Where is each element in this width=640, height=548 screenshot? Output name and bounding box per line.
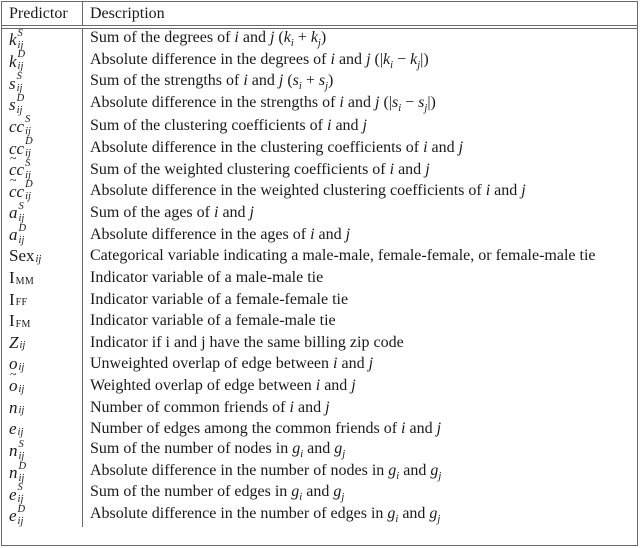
- predictor-symbol: [2, 419, 83, 441]
- table-row: [2, 505, 637, 527]
- predictor-description: Absolute difference in the number of edges in $g_i$ and $g_j$: [90, 505, 441, 526]
- table-row: [2, 397, 637, 419]
- symbol-base: cc: [9, 138, 25, 158]
- symbol-base: n: [9, 463, 18, 483]
- symbol: [9, 291, 27, 308]
- symbol-subscript: ij: [16, 83, 23, 95]
- symbol-subscript: ij: [35, 253, 42, 265]
- header-predictor: Predictor: [2, 2, 83, 27]
- predictor-description: Indicator variable of a male-male tie: [90, 268, 324, 286]
- symbol-subscript: FF: [15, 297, 28, 309]
- table-row: [2, 332, 637, 354]
- table-row: [2, 462, 637, 484]
- symbol-superscript: D: [25, 179, 33, 191]
- symbol-subscript: ij: [18, 472, 25, 484]
- predictor-description: Sum of the strengths of i and j $(s_i + s_j)$: [90, 72, 334, 93]
- symbol-superscript: D: [25, 136, 33, 148]
- table-row: [2, 440, 637, 462]
- symbol: [9, 222, 27, 246]
- symbol-subscript: ij: [25, 169, 31, 181]
- symbol-base: a: [9, 225, 18, 245]
- predictor-description: Absolute difference in the ages of i and j: [90, 225, 351, 243]
- predictor-table: [2, 2, 637, 527]
- table-row: [2, 137, 637, 159]
- predictor-symbol: [2, 440, 83, 462]
- predictor-description: Sum of the number of nodes in $g_i$ and $g_j$: [90, 440, 346, 461]
- symbol: [9, 247, 41, 264]
- symbol: [9, 27, 24, 51]
- symbol: [9, 377, 24, 394]
- predictor-symbol: [2, 375, 83, 397]
- symbol-base: n: [9, 441, 18, 461]
- predictor-description: Sum of the number of edges in $g_i$ and $g_j$: [90, 483, 345, 504]
- symbol-subscript: ij: [17, 426, 24, 438]
- predictor-description: Unweighted overlap of edge between i and j: [90, 355, 374, 373]
- symbol-base: ~ cc: [9, 183, 24, 200]
- predictor-symbol: [2, 289, 83, 311]
- predictor-description: Sum of the degrees of i and j $(k_i + k_j)$: [90, 28, 327, 50]
- symbol-base: n: [9, 397, 18, 417]
- symbol: [9, 484, 23, 504]
- table-row: [2, 267, 637, 289]
- symbol-subscript: ij: [18, 234, 25, 246]
- symbol-subscript: ij: [16, 104, 23, 116]
- predictor-description: Absolute difference in the strengths of i and j $(|s_i - s_j|)$: [90, 93, 436, 115]
- symbol-superscript: S: [17, 27, 23, 39]
- symbol-superscript: D: [16, 92, 25, 104]
- predictor-description: Sum of the weighted clustering coefficients of i and j: [90, 160, 430, 178]
- predictor-symbol: [2, 202, 83, 224]
- predictor-description: Absolute difference in the clustering coefficients of i and j: [90, 139, 464, 157]
- predictor-description: Categorical variable indicating a male-male, female-female, or female-male tie: [90, 247, 596, 265]
- table-row: [2, 419, 637, 441]
- table-row: [2, 72, 637, 94]
- predictor-description: Indicator variable of a female-female tie: [90, 290, 349, 308]
- predictor-description: Number of common friends of i and j: [90, 398, 330, 416]
- symbol: [9, 73, 22, 93]
- symbol: [9, 200, 25, 224]
- symbol-base: e: [9, 506, 17, 526]
- symbol-subscript: FM: [15, 318, 31, 330]
- predictor-symbol: [2, 116, 83, 138]
- symbol-subscript: MM: [15, 275, 35, 287]
- predictor-symbol: [2, 267, 83, 289]
- symbol-superscript: S: [17, 482, 23, 494]
- symbol-subscript: ij: [18, 212, 25, 224]
- predictor-description: Weighted overlap of edge between i and j: [90, 377, 356, 395]
- symbol: [9, 312, 31, 329]
- table-row: [2, 27, 637, 51]
- symbol-subscript: ij: [17, 494, 24, 506]
- symbol-base: a: [9, 203, 18, 223]
- symbol-base: ~ o: [9, 377, 18, 394]
- symbol: [9, 399, 24, 416]
- table-body: [2, 27, 637, 527]
- symbol-superscript: S: [25, 114, 31, 126]
- symbol-base: I: [9, 311, 15, 331]
- header-description: Description: [90, 4, 165, 22]
- symbol-base: o: [9, 354, 18, 374]
- table-row: [2, 310, 637, 332]
- symbol-base: I: [9, 289, 15, 309]
- symbol-base: e: [9, 419, 17, 439]
- symbol-superscript: D: [17, 503, 26, 515]
- symbol-subscript: ij: [25, 126, 31, 138]
- predictor-description: Indicator if i and j have the same billing zip code: [90, 333, 404, 351]
- predictor-symbol: [2, 224, 83, 246]
- symbol: [9, 420, 23, 437]
- table-row: [2, 202, 637, 224]
- symbol-superscript: S: [18, 200, 24, 212]
- symbol-base: ~ cc: [9, 161, 24, 178]
- predictor-table-frame: [1, 1, 638, 546]
- table-row: [2, 116, 637, 138]
- symbol-subscript: ij: [17, 61, 24, 73]
- symbol-base: k: [9, 30, 17, 50]
- predictor-description: Number of edges among the common friends of i and j: [90, 420, 442, 438]
- symbol: [9, 92, 25, 116]
- predictor-symbol: [2, 180, 83, 202]
- table-row: [2, 51, 637, 73]
- table-row: [2, 354, 637, 376]
- table-row: [2, 483, 637, 505]
- table-row: [2, 94, 637, 116]
- symbol-superscript: D: [18, 460, 27, 472]
- symbol-subscript: ij: [25, 191, 31, 203]
- predictor-symbol: [2, 462, 83, 484]
- symbol: [9, 116, 31, 136]
- predictor-description: Absolute difference in the degrees of i and j $(|k_i - k_j|)$: [90, 50, 429, 71]
- symbol-superscript: S: [16, 71, 22, 83]
- predictor-symbol: [2, 27, 83, 51]
- table-row: [2, 224, 637, 246]
- symbol-subscript: ij: [25, 148, 31, 160]
- symbol-base: e: [9, 484, 17, 504]
- predictor-symbol: [2, 72, 83, 94]
- predictor-symbol: [2, 51, 83, 73]
- predictor-symbol: [2, 310, 83, 332]
- symbol: [9, 334, 25, 351]
- symbol: [9, 181, 33, 201]
- symbol-base: s: [9, 95, 16, 115]
- symbol-base: Z: [9, 332, 19, 352]
- symbol-superscript: S: [18, 439, 24, 451]
- symbol-subscript: ij: [17, 39, 24, 51]
- predictor-description: Sum of the ages of i and j: [90, 203, 254, 221]
- symbol-subscript: ij: [18, 450, 25, 462]
- symbol: [9, 441, 24, 461]
- symbol-base: Sex: [9, 246, 35, 266]
- predictor-symbol: [2, 94, 83, 116]
- symbol: [9, 503, 26, 527]
- predictor-symbol: [2, 245, 83, 267]
- symbol: [9, 51, 25, 71]
- symbol-subscript: ij: [19, 340, 26, 352]
- predictor-symbol: [2, 397, 83, 419]
- symbol: [9, 460, 27, 484]
- symbol-base: I: [9, 267, 15, 287]
- symbol-base: cc: [9, 116, 25, 136]
- symbol-superscript: S: [25, 157, 31, 169]
- symbol-superscript: D: [18, 222, 27, 234]
- table-row: [2, 159, 637, 181]
- predictor-symbol: [2, 332, 83, 354]
- table-row: [2, 289, 637, 311]
- predictor-description: Sum of the clustering coefficients of i and j: [90, 117, 367, 135]
- predictor-description: Absolute difference in the number of nodes in $g_i$ and $g_j$: [90, 461, 442, 482]
- table-row: [2, 180, 637, 202]
- symbol-subscript: ij: [18, 383, 25, 395]
- symbol-base: k: [9, 51, 17, 71]
- predictor-symbol: [2, 483, 83, 505]
- predictor-description: Indicator variable of a female-male tie: [90, 312, 336, 330]
- symbol-superscript: D: [17, 49, 26, 61]
- symbol-subscript: ij: [17, 515, 24, 527]
- predictor-symbol: [2, 505, 83, 527]
- symbol-base: s: [9, 73, 16, 93]
- symbol: [9, 269, 34, 286]
- symbol-subscript: ij: [18, 405, 25, 417]
- symbol-subscript: ij: [18, 361, 25, 373]
- table-row: [2, 245, 637, 267]
- predictor-description: Absolute difference in the weighted clustering coefficients of i and j: [90, 182, 526, 200]
- table-row: [2, 375, 637, 397]
- table-header-row: [2, 2, 637, 27]
